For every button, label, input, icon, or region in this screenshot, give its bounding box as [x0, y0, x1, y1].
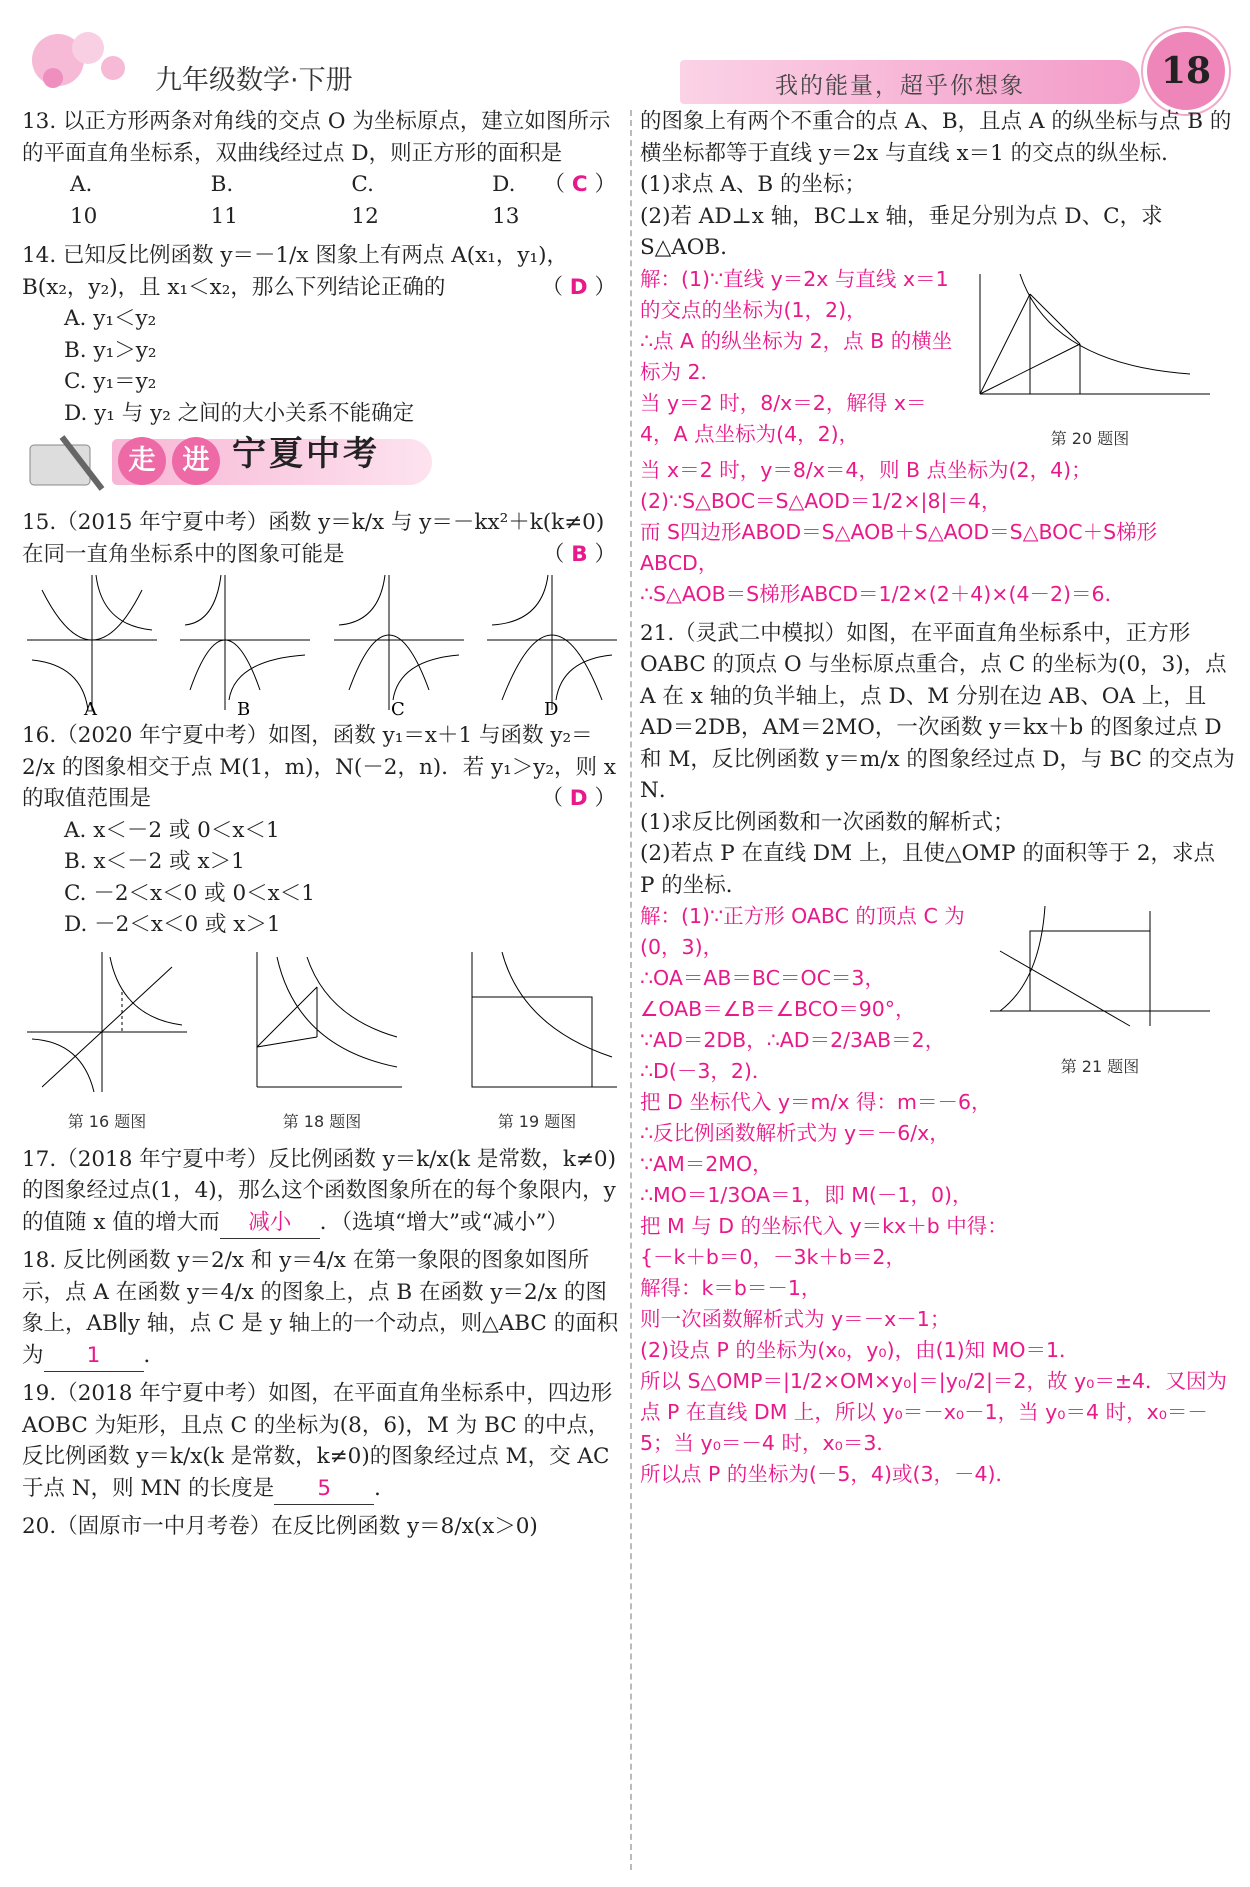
right-column — [640, 106, 1235, 1490]
svg-text:A: A — [84, 699, 97, 720]
graph-a — [22, 570, 162, 720]
figure-16: 第 16 题图 — [22, 947, 192, 1138]
question-15: 15.（2015 年宁夏中考）函数 y＝k/x 与 y＝－kx²＋k(k≠0)在同一直角坐标系中的图象可能是 （ B ） — [22, 510, 616, 567]
answer-19: 5 — [274, 1473, 374, 1506]
q21-solution-cont: 把 D 坐标代入 y＝m/x 得：m＝－6， ∴反比例函数解析式为 y＝－6/x， ∵AM＝2MO， ∴MO＝1/3OA＝1，即 M(－1，0)， 把 M 与 D 的坐标代入 y＝kx＋b 中得： {－k＋b＝0，－3k＋b＝2， 解得：k＝b＝－1， 则一次函数解析式为 y＝－x－1； (2)设点 P 的坐标为(x₀，y₀)，由(1)知 MO＝1． 所以 S△OMP＝|1/2×OM×y₀|＝|y₀/2|＝2，故 y₀＝±4．又因为点 P 在直线 DM 上，所以 y₀＝－x₀－1，当 y₀＝4 时，x₀＝－5；当 y₀＝－4 时，x₀＝3． 所以点 P 的坐标为(－5，4)或(3，－4)． — [640, 1090, 1228, 1486]
book-title: 九年级数学·下册 — [155, 65, 353, 96]
notebook-pencil-icon — [22, 431, 112, 495]
question-21: 21.（灵武二中模拟）如图，在平面直角坐标系中，正方形 OABC 的顶点 O 与坐标原点重合，点 C 的坐标为(0，3)，点 A 在 x 轴的负半轴上，点 D、M 分别在边 AB、OA 上，且 AD＝2DB，AM＝2MO，一次函数 y＝kx＋b 的图象过点 D 和 M，反比例函数 y＝m/x 的图象经过点 D，与 BC 的交点为 N． — [640, 620, 1235, 803]
question-14: 14. 已知反比例函数 y＝－1/x 图象上有两点 A(x₁，y₁)，B(x₂，y₂)，且 x₁＜x₂，那么下列结论正确的 （ D ） — [22, 243, 616, 300]
graph-b — [175, 570, 315, 720]
answer-14: D — [569, 274, 588, 300]
q20-solution-block — [640, 264, 1235, 455]
question-20-cont: 的图象上有两个不重合的点 A、B，且点 A 的纵坐标与点 B 的横坐标都等于直线 y＝2x 与直线 x＝1 的交点的纵坐标． — [640, 109, 1232, 166]
choices-16: A. x＜－2 或 0＜x＜1 B. x＜－2 或 x＞1 C. －2＜x＜0 或 0＜x＜1 D. －2＜x＜0 或 x＞1 — [64, 817, 315, 937]
slogan-banner — [680, 60, 1140, 104]
question-19: 19.（2018 年宁夏中考）如图，在平面直角坐标系中，四边形 AOBC 为矩形，且点 C 的坐标为(8，6)，M 为 BC 的中点，反比例函数 y＝k/x(k 是常数，k≠0)的图象经过点 M，交 AC 于点 N，则 MN 的长度是 5 ． — [22, 1378, 622, 1505]
choices-13: A. 10 B. 11 C. 12 D. 13 — [70, 172, 520, 229]
question-13: 13. 以正方形两条对角线的交点 O 为坐标原点，建立如图所示的平面直角坐标系，双曲线经过点 D，则正方形的面积是 （ C ） — [22, 109, 616, 197]
answer-17: 减小 — [220, 1207, 320, 1240]
figure-19: 第 19 题图 — [452, 947, 622, 1138]
figures-16-18-19 — [22, 947, 622, 1138]
q15-graphs — [22, 570, 622, 720]
choices-14: A. y₁＜y₂ B. y₁＞y₂ C. y₁＝y₂ D. y₁ 与 y₂ 之间的大小关系不能确定 — [64, 306, 415, 426]
question-18: 18. 反比例函数 y＝2/x 和 y＝4/x 在第一象限的图象如图所示，点 A 在函数 y＝4/x 的图象上，点 B 在函数 y＝2/x 的图象上，AB∥y 轴，点 C 是 y 轴上的一个动点，则△ABC 的面积为 1 ． — [22, 1245, 622, 1372]
figure-20: 第 20 题图 — [960, 264, 1220, 455]
page-header — [0, 0, 1250, 110]
section-title: 宁夏中考 — [232, 434, 380, 474]
slogan-text: 我的能量，超乎你想象 — [775, 73, 1025, 99]
answer-16: D — [569, 786, 588, 811]
question-16: 16.（2020 年宁夏中考）如图，函数 y₁＝x＋1 与函数 y₂＝2/x 的图象相交于点 M(1，m)，N(－2，n)．若 y₁＞y₂，则 x 的取值范围是 （ D ） — [22, 723, 617, 811]
floral-ornament-icon — [18, 18, 148, 98]
q21-parts: (1)求反比例函数和一次函数的解析式； (2)若点 P 在直线 DM 上，且使△OMP 的面积等于 2，求点 P 的坐标． — [640, 809, 1216, 898]
figure-18: 第 18 题图 — [237, 947, 407, 1138]
section-char-2: 进 — [172, 437, 220, 485]
section-banner — [22, 431, 622, 501]
answer-18: 1 — [44, 1340, 144, 1373]
answer-13: C — [571, 172, 588, 197]
section-char-1: 走 — [118, 437, 166, 485]
q20-solution-cont: 当 x＝2 时，y＝8/x＝4，则 B 点坐标为(2，4)； (2)∵S△BOC＝S△AOD＝1/2×|8|＝4， 而 S四边形ABOD＝S△AOB＋S△AOD＝S△BOC＋S梯形ABCD， ∴S△AOB＝S梯形ABCD＝1/2×(2＋4)×(4－2)＝6． — [640, 457, 1158, 606]
q21-solution-block — [640, 901, 1235, 1087]
q20-parts: (1)求点 A、B 的坐标； (2)若 AD⊥x 轴，BC⊥x 轴，垂足分别为点 D、C，求 S△AOB． — [640, 172, 1163, 260]
answer-15: B — [571, 541, 588, 567]
column-divider — [630, 110, 632, 1870]
q21-solution: 解：(1)∵正方形 OABC 的顶点 C 为(0，3)， ∴OA＝AB＝BC＝OC＝3， ∠OAB＝∠B＝∠BCO＝90°， ∵AD＝2DB，∴AD＝2/3AB＝2， ∴D(－3，2)． — [640, 904, 965, 1083]
left-column — [22, 106, 622, 1543]
svg-text:B: B — [237, 699, 251, 720]
graph-d — [482, 570, 622, 720]
page-number-badge — [1143, 28, 1229, 114]
page-number: 18 — [1160, 50, 1212, 92]
question-17: 17.（2018 年宁夏中考）反比例函数 y＝k/x(k 是常数，k≠0)的图象经过点(1，4)，那么这个函数图象所在的每个象限内，y 的值随 x 值的增大而 减小 ．（选填“增大”或“减小”） — [22, 1144, 622, 1240]
svg-text:D: D — [543, 699, 559, 720]
svg-text:C: C — [390, 699, 405, 720]
question-20-start: 20.（固原市一中月考卷）在反比例函数 y＝8/x(x＞0) — [22, 1514, 538, 1539]
graph-c — [329, 570, 469, 720]
q20-solution: 解：(1)∵直线 y＝2x 与直线 x＝1 的交点的坐标为(1，2)， ∴点 A 的纵坐标为 2，点 B 的横坐标为 2． 当 y＝2 时，8/x＝2，解得 x＝4，A 点坐标为(4，2)， — [640, 266, 953, 446]
figure-21: 第 21 题图 — [980, 901, 1220, 1087]
